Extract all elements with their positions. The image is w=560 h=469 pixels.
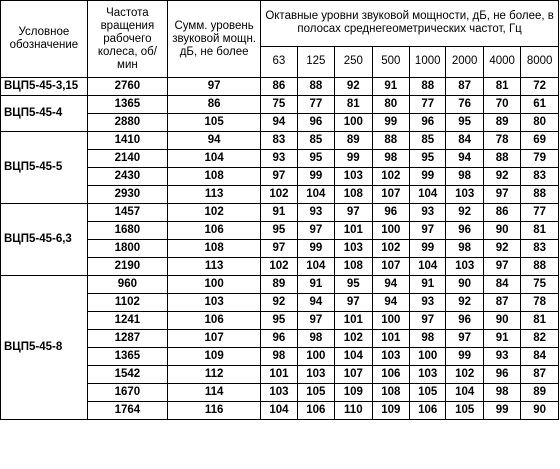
- band-level-cell-250: 100: [335, 114, 372, 132]
- band-level-cell-1000: 100: [410, 348, 446, 366]
- table-row: [1, 276, 559, 294]
- total-level-cell: 104: [168, 150, 261, 168]
- band-level-cell-63: 102: [261, 186, 297, 204]
- band-level-cell-63: 91: [261, 204, 297, 222]
- header-freq-63: 63: [261, 46, 297, 77]
- total-level-cell: 106: [168, 312, 261, 330]
- band-level-cell-500: 80: [372, 96, 409, 114]
- band-level-cell-500: 96: [372, 204, 409, 222]
- header-freq-2000: 2000: [446, 46, 483, 77]
- band-level-cell-1000: 85: [410, 132, 446, 150]
- band-level-cell-1000: 77: [410, 96, 446, 114]
- speed-cell: 1410: [87, 132, 167, 150]
- speed-cell: 1365: [87, 348, 167, 366]
- speed-cell: 1102: [87, 294, 167, 312]
- band-level-cell-1000: 93: [410, 204, 446, 222]
- band-level-cell-250: 102: [335, 330, 372, 348]
- band-level-cell-1000: 95: [410, 150, 446, 168]
- header-freq-125: 125: [297, 46, 334, 77]
- band-level-cell-63: 95: [261, 222, 297, 240]
- total-level-cell: 113: [168, 186, 261, 204]
- band-level-cell-63: 96: [261, 330, 297, 348]
- table-row: [1, 78, 559, 96]
- total-level-cell: 100: [168, 276, 261, 294]
- total-level-cell: 109: [168, 348, 261, 366]
- band-level-cell-500: 108: [372, 384, 409, 402]
- band-level-cell-8000: 61: [521, 96, 559, 114]
- band-level-cell-250: 99: [335, 150, 372, 168]
- band-level-cell-500: 106: [372, 366, 409, 384]
- band-level-cell-125: 88: [297, 78, 334, 96]
- band-level-cell-8000: 78: [521, 294, 559, 312]
- band-level-cell-8000: 81: [521, 222, 559, 240]
- header-freq-500: 500: [372, 46, 409, 77]
- band-level-cell-8000: 90: [521, 402, 559, 420]
- band-level-cell-2000: 90: [446, 276, 483, 294]
- band-level-cell-8000: 69: [521, 132, 559, 150]
- band-level-cell-250: 95: [335, 276, 372, 294]
- band-level-cell-1000: 105: [410, 384, 446, 402]
- band-level-cell-8000: 77: [521, 204, 559, 222]
- band-level-cell-125: 99: [297, 240, 334, 258]
- total-level-cell: 86: [168, 96, 261, 114]
- total-level-cell: 116: [168, 402, 261, 420]
- band-level-cell-125: 93: [297, 204, 334, 222]
- band-level-cell-63: 94: [261, 114, 297, 132]
- total-level-cell: 97: [168, 78, 261, 96]
- band-level-cell-4000: 92: [483, 168, 520, 186]
- band-level-cell-4000: 88: [483, 150, 520, 168]
- band-level-cell-4000: 96: [483, 366, 520, 384]
- band-level-cell-63: 89: [261, 276, 297, 294]
- band-level-cell-8000: 72: [521, 78, 559, 96]
- speed-cell: 1670: [87, 384, 167, 402]
- model-designation: ВЦП5-45-3,15: [1, 78, 88, 96]
- band-level-cell-8000: 84: [521, 348, 559, 366]
- band-level-cell-2000: 94: [446, 150, 483, 168]
- header-freq-4000: 4000: [483, 46, 520, 77]
- speed-cell: 1764: [87, 402, 167, 420]
- band-level-cell-2000: 96: [446, 222, 483, 240]
- band-level-cell-4000: 87: [483, 294, 520, 312]
- speed-cell: 2190: [87, 258, 167, 276]
- band-level-cell-63: 75: [261, 96, 297, 114]
- band-level-cell-500: 103: [372, 348, 409, 366]
- band-level-cell-500: 94: [372, 276, 409, 294]
- band-level-cell-63: 104: [261, 402, 297, 420]
- band-level-cell-2000: 87: [446, 78, 483, 96]
- band-level-cell-8000: 83: [521, 168, 559, 186]
- band-level-cell-2000: 97: [446, 330, 483, 348]
- total-level-cell: 103: [168, 294, 261, 312]
- model-designation: ВЦП5-45-4: [1, 96, 88, 132]
- band-level-cell-250: 81: [335, 96, 372, 114]
- band-level-cell-2000: 98: [446, 240, 483, 258]
- header-speed: Частота вращения рабочего колеса, об/мин: [87, 1, 167, 78]
- band-level-cell-1000: 106: [410, 402, 446, 420]
- total-level-cell: 102: [168, 204, 261, 222]
- band-level-cell-2000: 104: [446, 384, 483, 402]
- band-level-cell-8000: 79: [521, 150, 559, 168]
- table-row: [1, 132, 559, 150]
- band-level-cell-250: 103: [335, 168, 372, 186]
- band-level-cell-125: 96: [297, 114, 334, 132]
- band-level-cell-2000: 102: [446, 366, 483, 384]
- total-level-cell: 113: [168, 258, 261, 276]
- band-level-cell-4000: 97: [483, 258, 520, 276]
- band-level-cell-4000: 92: [483, 240, 520, 258]
- band-level-cell-2000: 99: [446, 348, 483, 366]
- band-level-cell-500: 94: [372, 294, 409, 312]
- speed-cell: 1800: [87, 240, 167, 258]
- total-level-cell: 94: [168, 132, 261, 150]
- band-level-cell-125: 106: [297, 402, 334, 420]
- band-level-cell-8000: 88: [521, 258, 559, 276]
- band-level-cell-125: 104: [297, 186, 334, 204]
- band-level-cell-63: 93: [261, 150, 297, 168]
- speed-cell: 2140: [87, 150, 167, 168]
- speed-cell: 2880: [87, 114, 167, 132]
- band-level-cell-1000: 97: [410, 222, 446, 240]
- band-level-cell-250: 104: [335, 348, 372, 366]
- header-freq-250: 250: [335, 46, 372, 77]
- band-level-cell-1000: 96: [410, 114, 446, 132]
- band-level-cell-4000: 99: [483, 402, 520, 420]
- table-body: [1, 78, 559, 420]
- band-level-cell-2000: 96: [446, 312, 483, 330]
- band-level-cell-250: 89: [335, 132, 372, 150]
- header-octave-group: Октавные уровни звуковой мощности, дБ, не более, в полосах среднегеометрических частот, Гц: [261, 1, 559, 47]
- band-level-cell-63: 95: [261, 312, 297, 330]
- band-level-cell-250: 101: [335, 312, 372, 330]
- band-level-cell-8000: 75: [521, 276, 559, 294]
- band-level-cell-500: 99: [372, 114, 409, 132]
- total-level-cell: 108: [168, 168, 261, 186]
- band-level-cell-250: 103: [335, 240, 372, 258]
- band-level-cell-250: 107: [335, 366, 372, 384]
- band-level-cell-4000: 70: [483, 96, 520, 114]
- model-designation: ВЦП5-45-6,3: [1, 204, 88, 276]
- band-level-cell-250: 101: [335, 222, 372, 240]
- band-level-cell-250: 108: [335, 186, 372, 204]
- band-level-cell-2000: 92: [446, 204, 483, 222]
- band-level-cell-1000: 99: [410, 240, 446, 258]
- band-level-cell-500: 109: [372, 402, 409, 420]
- band-level-cell-125: 100: [297, 348, 334, 366]
- table-row: [1, 96, 559, 114]
- header-freq-8000: 8000: [521, 46, 559, 77]
- band-level-cell-8000: 89: [521, 384, 559, 402]
- band-level-cell-125: 103: [297, 366, 334, 384]
- band-level-cell-2000: 103: [446, 186, 483, 204]
- header-freq-1000: 1000: [410, 46, 446, 77]
- total-level-cell: 108: [168, 240, 261, 258]
- header-total-level: Сумм. уровень звуковой мощн. дБ, не более: [168, 1, 261, 78]
- total-level-cell: 107: [168, 330, 261, 348]
- band-level-cell-63: 83: [261, 132, 297, 150]
- band-level-cell-125: 105: [297, 384, 334, 402]
- band-level-cell-500: 91: [372, 78, 409, 96]
- table-row: [1, 204, 559, 222]
- band-level-cell-125: 104: [297, 258, 334, 276]
- band-level-cell-500: 107: [372, 258, 409, 276]
- band-level-cell-125: 97: [297, 312, 334, 330]
- model-designation: ВЦП5-45-5: [1, 132, 88, 204]
- band-level-cell-125: 91: [297, 276, 334, 294]
- band-level-cell-1000: 99: [410, 168, 446, 186]
- band-level-cell-500: 102: [372, 240, 409, 258]
- band-level-cell-1000: 104: [410, 186, 446, 204]
- band-level-cell-4000: 98: [483, 384, 520, 402]
- band-level-cell-250: 97: [335, 294, 372, 312]
- total-level-cell: 105: [168, 114, 261, 132]
- band-level-cell-63: 102: [261, 258, 297, 276]
- band-level-cell-4000: 90: [483, 222, 520, 240]
- band-level-cell-250: 109: [335, 384, 372, 402]
- speed-cell: 1457: [87, 204, 167, 222]
- band-level-cell-1000: 91: [410, 276, 446, 294]
- band-level-cell-63: 103: [261, 384, 297, 402]
- band-level-cell-125: 77: [297, 96, 334, 114]
- band-level-cell-125: 85: [297, 132, 334, 150]
- band-level-cell-1000: 98: [410, 330, 446, 348]
- band-level-cell-63: 97: [261, 168, 297, 186]
- band-level-cell-125: 99: [297, 168, 334, 186]
- band-level-cell-4000: 91: [483, 330, 520, 348]
- speed-cell: 2930: [87, 186, 167, 204]
- band-level-cell-4000: 97: [483, 186, 520, 204]
- total-level-cell: 106: [168, 222, 261, 240]
- band-level-cell-250: 108: [335, 258, 372, 276]
- band-level-cell-2000: 105: [446, 402, 483, 420]
- band-level-cell-63: 86: [261, 78, 297, 96]
- total-level-cell: 112: [168, 366, 261, 384]
- band-level-cell-500: 100: [372, 312, 409, 330]
- band-level-cell-8000: 88: [521, 186, 559, 204]
- band-level-cell-125: 98: [297, 330, 334, 348]
- band-level-cell-63: 97: [261, 240, 297, 258]
- band-level-cell-1000: 88: [410, 78, 446, 96]
- band-level-cell-4000: 81: [483, 78, 520, 96]
- band-level-cell-1000: 93: [410, 294, 446, 312]
- band-level-cell-2000: 103: [446, 258, 483, 276]
- band-level-cell-250: 97: [335, 204, 372, 222]
- band-level-cell-2000: 95: [446, 114, 483, 132]
- band-level-cell-1000: 103: [410, 366, 446, 384]
- band-level-cell-2000: 84: [446, 132, 483, 150]
- header-designation: Условное обозначение: [1, 1, 88, 78]
- speed-cell: 1241: [87, 312, 167, 330]
- band-level-cell-250: 92: [335, 78, 372, 96]
- band-level-cell-500: 107: [372, 186, 409, 204]
- speed-cell: 1542: [87, 366, 167, 384]
- band-level-cell-2000: 92: [446, 294, 483, 312]
- band-level-cell-8000: 81: [521, 312, 559, 330]
- speed-cell: 1287: [87, 330, 167, 348]
- band-level-cell-63: 98: [261, 348, 297, 366]
- band-level-cell-4000: 84: [483, 276, 520, 294]
- band-level-cell-63: 101: [261, 366, 297, 384]
- band-level-cell-4000: 86: [483, 204, 520, 222]
- speed-cell: 2760: [87, 78, 167, 96]
- speed-cell: 1365: [87, 96, 167, 114]
- total-level-cell: 114: [168, 384, 261, 402]
- band-level-cell-1000: 97: [410, 312, 446, 330]
- band-level-cell-8000: 87: [521, 366, 559, 384]
- band-level-cell-250: 110: [335, 402, 372, 420]
- band-level-cell-63: 92: [261, 294, 297, 312]
- band-level-cell-500: 101: [372, 330, 409, 348]
- band-level-cell-125: 95: [297, 150, 334, 168]
- band-level-cell-500: 98: [372, 150, 409, 168]
- band-level-cell-4000: 93: [483, 348, 520, 366]
- band-level-cell-1000: 104: [410, 258, 446, 276]
- band-level-cell-4000: 89: [483, 114, 520, 132]
- speed-cell: 2430: [87, 168, 167, 186]
- band-level-cell-4000: 90: [483, 312, 520, 330]
- band-level-cell-500: 102: [372, 168, 409, 186]
- model-designation: ВЦП5-45-8: [1, 276, 88, 420]
- band-level-cell-125: 97: [297, 222, 334, 240]
- band-level-cell-8000: 80: [521, 114, 559, 132]
- band-level-cell-8000: 83: [521, 240, 559, 258]
- band-level-cell-500: 100: [372, 222, 409, 240]
- band-level-cell-2000: 98: [446, 168, 483, 186]
- band-level-cell-125: 94: [297, 294, 334, 312]
- band-level-cell-4000: 78: [483, 132, 520, 150]
- speed-cell: 960: [87, 276, 167, 294]
- band-level-cell-8000: 82: [521, 330, 559, 348]
- band-level-cell-500: 88: [372, 132, 409, 150]
- band-level-cell-2000: 76: [446, 96, 483, 114]
- speed-cell: 1680: [87, 222, 167, 240]
